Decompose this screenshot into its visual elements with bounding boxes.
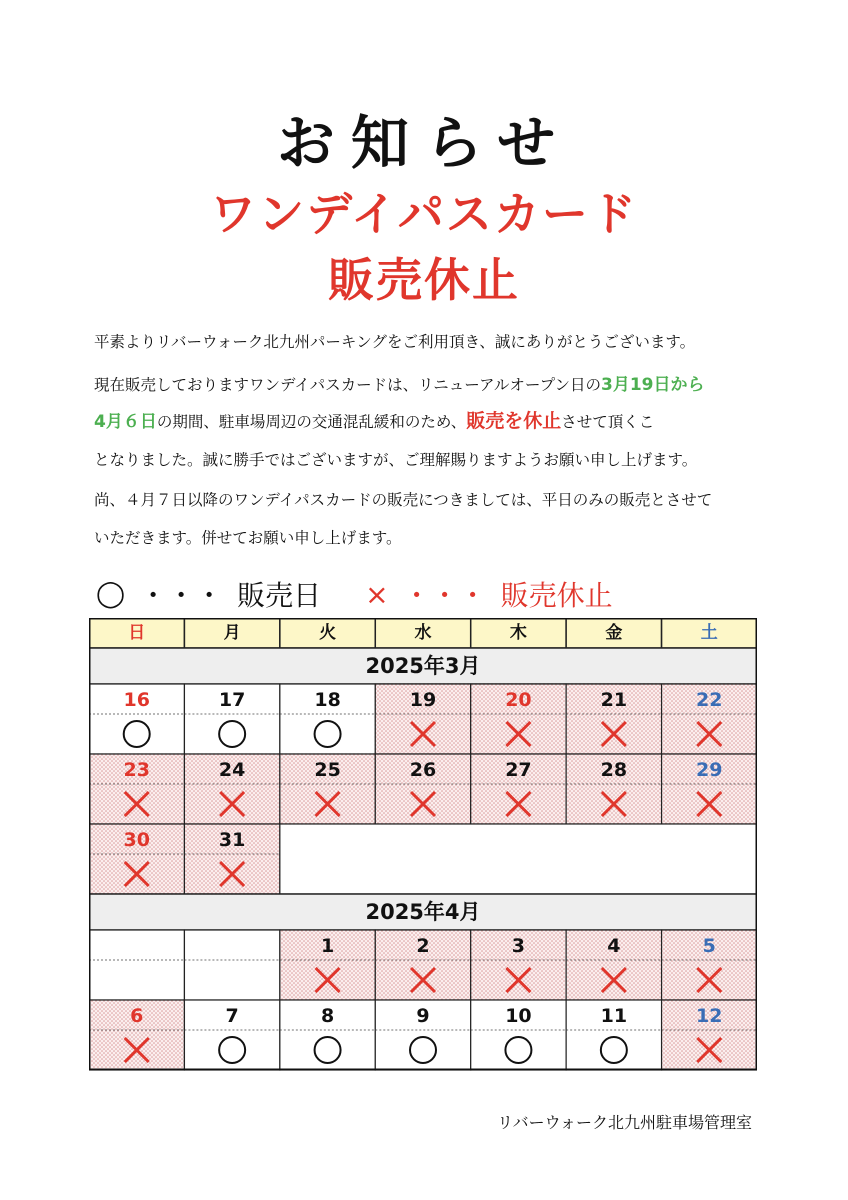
day-number: 16	[123, 689, 150, 711]
day-number: 28	[600, 759, 628, 781]
month-label: 2025年3月	[365, 654, 481, 678]
day-number: 5	[702, 935, 716, 957]
day-number: 3	[511, 935, 526, 957]
day-number: 10	[505, 1005, 532, 1027]
day-number: 1	[320, 935, 335, 957]
day-number: 6	[130, 1005, 144, 1027]
day-number: 20	[505, 689, 532, 711]
weekday-label: 金	[605, 623, 623, 643]
legend	[96, 574, 756, 614]
day-number: 26	[409, 759, 437, 781]
day-number: 18	[314, 689, 341, 711]
period-start: 3月19日から	[601, 375, 705, 395]
footer-office: リバーウォーク北九州駐車場管理室	[497, 1113, 752, 1132]
calendar-grid	[89, 618, 757, 1080]
product-title: ワンデイパスカード	[210, 187, 638, 241]
paragraph-line-5: 尚、４月７日以降のワンデイパスカードの販売につきましては、平日のみの販売とさせて	[94, 491, 713, 509]
legend-stop-dots: ・・・	[402, 579, 487, 612]
day-number: 29	[696, 759, 723, 781]
weekday-label: 月	[223, 623, 241, 643]
day-number: 31	[218, 829, 246, 851]
legend-stop-label: 販売休止	[500, 579, 613, 612]
weekday-label: 火	[319, 623, 337, 643]
day-number: 12	[696, 1005, 723, 1027]
day-number: 21	[600, 689, 628, 711]
paragraph-line-3-text: の期間、駐車場周辺の交通混乱緩和のため、	[156, 413, 467, 431]
day-cell	[184, 930, 279, 1000]
month-label: 2025年4月	[365, 900, 481, 924]
calendar	[89, 618, 757, 1080]
day-number: 17	[218, 689, 246, 711]
paragraph-line-1: 平素よりリバーウォーク北九州パーキングをご利用頂き、誠にありがとうございます。	[94, 333, 696, 351]
day-number: 9	[416, 1005, 430, 1027]
empty-cell	[280, 824, 757, 894]
day-number: 27	[505, 759, 532, 781]
paragraph-line-4: となりました。誠に勝手ではございますが、ご理解賜りますようお願い申し上げます。	[94, 451, 698, 469]
weekday-label: 日	[128, 623, 146, 643]
status-title: 販売休止	[328, 253, 520, 307]
paragraph-line-3	[94, 406, 760, 433]
legend-sale-label: 販売日	[237, 579, 322, 612]
day-number: 25	[314, 759, 341, 781]
sale-circle-icon: ◯	[96, 579, 126, 609]
notice-title: お知らせ	[276, 109, 572, 177]
day-number: 24	[218, 759, 246, 781]
paragraph-line-2-text: 現在販売しておりますワンデイパスカードは、リニューアルオープン日の	[94, 376, 602, 394]
weekday-label: 木	[509, 623, 527, 643]
paragraph-line-6: いただきます。併せてお願い申し上げます。	[94, 529, 402, 547]
day-number: 11	[600, 1005, 628, 1027]
paragraph-line-2	[94, 370, 760, 395]
day-number: 19	[409, 689, 437, 711]
day-number: 23	[123, 759, 150, 781]
day-number: 8	[320, 1005, 335, 1027]
legend-sale-dots: ・・・	[139, 579, 224, 612]
paragraph-line-3-tail: させて頂くこ	[561, 413, 655, 431]
day-number: 4	[607, 935, 621, 957]
day-number: 2	[416, 935, 430, 957]
suspension-emphasis: 販売を休止	[466, 410, 562, 432]
day-number: 30	[123, 829, 150, 851]
weekday-label: 水	[414, 623, 432, 643]
weekday-label: 土	[700, 623, 718, 643]
stop-cross-icon: ×	[365, 577, 389, 611]
period-end: 4月６日	[94, 412, 157, 432]
day-number: 22	[696, 689, 723, 711]
day-cell	[89, 930, 184, 1000]
day-number: 7	[225, 1005, 239, 1027]
